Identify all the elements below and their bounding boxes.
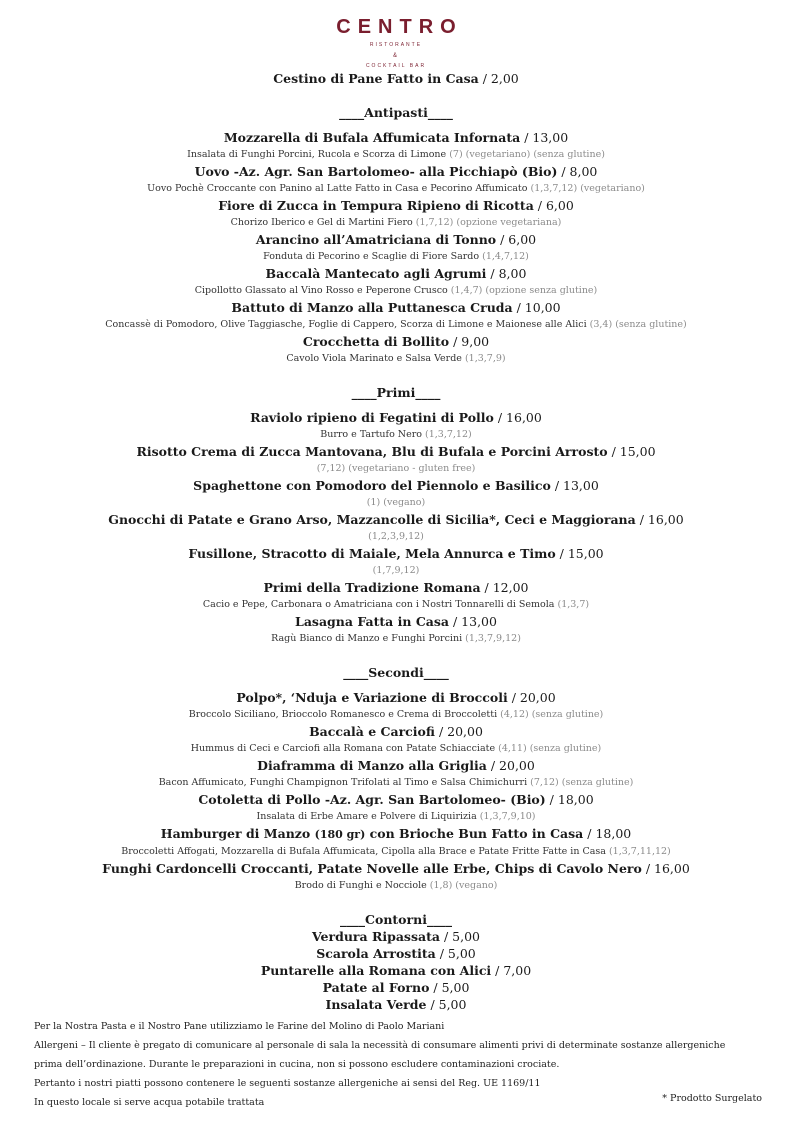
antipasto-4-title <box>0 265 792 282</box>
primo-2-desc <box>0 494 792 511</box>
antipasto-0-title <box>0 129 792 146</box>
dish-name: Hamburger di Manzo <box>160 826 315 841</box>
primo-4-desc <box>0 562 792 579</box>
dish-allergens: (1,3,7,9) <box>464 353 506 364</box>
dish-name: Lasagna Fatta in Casa <box>295 614 449 629</box>
secondo-1-desc <box>0 740 792 757</box>
dish-allergens: (1,3,7) <box>557 599 590 610</box>
dish-name: Polpo*, ‘Nduja e Variazione di Broccoli <box>236 690 508 705</box>
primo-4-title <box>0 545 792 562</box>
dish-price: / 20,00 <box>507 690 556 705</box>
primo-0-title <box>0 409 792 426</box>
dish-description: Brodo di Funghi e Nocciole <box>294 880 430 891</box>
section-title-antipasti: ____Antipasti____ <box>339 105 453 120</box>
logo-brand: CENTRO <box>336 16 463 38</box>
secondo-3-desc <box>0 808 792 825</box>
secondo-4-title <box>0 825 792 843</box>
section-title-contorni: ____Contorni____ <box>340 912 452 927</box>
secondo-2-desc <box>0 774 792 791</box>
dish-allergens: (4,11) (senza glutine) <box>498 743 602 754</box>
dish-allergens: (3,4) (senza glutine) <box>589 319 687 330</box>
dish-price: / 13,00 <box>550 478 599 493</box>
dish-price: / 12,00 <box>480 580 529 595</box>
dish-price: / 16,00 <box>493 410 542 425</box>
note-water: In questo locale si serve acqua potabile trattata <box>34 1097 265 1108</box>
secondo-4-desc <box>0 843 792 860</box>
dish-name: Baccalà Mantecato agli Agrumi <box>265 266 487 281</box>
primo-3-desc <box>0 528 792 545</box>
dish-description: Insalata di Funghi Porcini, Rucola e Scorza di Limone <box>187 149 450 160</box>
primo-5-title <box>0 579 792 596</box>
section-title-primi: ____Primi____ <box>351 385 441 400</box>
footer-notes <box>34 1017 764 1112</box>
antipasto-2-title <box>0 197 792 214</box>
antipasto-3-title <box>0 231 792 248</box>
dish-description: Burro e Tartufo Nero <box>320 429 426 440</box>
dish-name: Uovo -Az. Agr. San Bartolomeo- alla Picchiapò (Bio) <box>194 164 558 179</box>
dish-name: Primi della Tradizione Romana <box>263 580 481 595</box>
contorno-3 <box>0 979 792 996</box>
dish-allergens: (1,4,7,12) <box>482 251 529 262</box>
dish-name: Funghi Cardoncelli Croccanti, Patate Novelle alle Erbe, Chips di Cavolo Nero <box>102 861 642 876</box>
dish-name: Risotto Crema di Zucca Mantovana, Blu di Bufala e Porcini Arrosto <box>136 444 608 459</box>
dish-description: Broccoletti Affogati, Mozzarella di Bufala Affumicata, Cipolla alla Brace e Patate Fritte Fatte in Casa <box>121 846 609 857</box>
dish-allergens: (7,12) (senza glutine) <box>530 777 634 788</box>
dish-allergens: (1) (vegano) <box>366 497 426 508</box>
dish-price: / 5,00 <box>435 946 476 961</box>
dish-price: / 13,00 <box>520 130 569 145</box>
dish-name-suffix: con Brioche Bun Fatto in Casa <box>365 826 584 841</box>
dish-name: Battuto di Manzo alla Puttanesca Cruda <box>231 300 513 315</box>
antipasto-5-desc <box>0 316 792 333</box>
dish-name: Insalata Verde <box>325 997 427 1012</box>
dish-price: / 10,00 <box>512 300 561 315</box>
dish-allergens: (4,12) (senza glutine) <box>500 709 604 720</box>
dish-name: Gnocchi di Patate e Grano Arso, Mazzancolle di Sicilia*, Ceci e Maggiorana <box>108 512 636 527</box>
primo-2-title <box>0 477 792 494</box>
dish-description: Fonduta di Pecorino e Scaglie di Fiore Sardo <box>263 251 483 262</box>
contorno-0 <box>0 928 792 945</box>
antipasto-1-title <box>0 163 792 180</box>
dish-price: / 9,00 <box>449 334 490 349</box>
dish-name: Raviolo ripieno di Fegatini di Pollo <box>250 410 494 425</box>
dish-price: / 7,00 <box>491 963 532 978</box>
antipasto-2-desc <box>0 214 792 231</box>
dish-price: / 13,00 <box>449 614 497 629</box>
dish-name: Crocchetta di Bollito <box>302 334 450 349</box>
dish-description: Insalata di Erbe Amare e Polvere di Liquirizia <box>256 811 480 822</box>
dish-allergens: (1,8) (vegano) <box>429 880 498 891</box>
antipasto-3-desc <box>0 248 792 265</box>
contorno-4 <box>0 996 792 1013</box>
dish-name: Verdura Ripassata <box>312 929 440 944</box>
antipasto-1-desc <box>0 180 792 197</box>
bread-price: / 2,00 <box>478 71 519 86</box>
primo-1-desc <box>0 460 792 477</box>
dish-price: / 16,00 <box>641 861 690 876</box>
dish-description: Broccolo Siciliano, Brioccolo Romanesco e Crema di Broccoletti <box>188 709 501 720</box>
antipasto-5-title <box>0 299 792 316</box>
dish-allergens: (1,3,7,12) <box>425 429 472 440</box>
dish-description: Bacon Affumicato, Funghi Champignon Trifolati al Timo e Salsa Chimichurri <box>158 777 531 788</box>
primo-1-title <box>0 443 792 460</box>
secondo-5-title <box>0 860 792 877</box>
dish-description: Concassè di Pomodoro, Olive Taggiasche, Foglie di Cappero, Scorza di Limone e Maionese alle Alici <box>105 319 590 330</box>
dish-allergens: (1,3,7,11,12) <box>608 846 671 857</box>
dish-price: / 8,00 <box>486 266 527 281</box>
logo-subtitle-ristorante: RISTORANTE <box>369 42 423 48</box>
dish-name: Fiore di Zucca in Tempura Ripieno di Ricotta <box>218 198 534 213</box>
dish-name: Mozzarella di Bufala Affumicata Infornata <box>223 130 521 145</box>
restaurant-logo <box>0 16 792 70</box>
dish-price: / 5,00 <box>439 929 480 944</box>
dish-price: / 8,00 <box>557 164 598 179</box>
bread-name: Cestino di Pane Fatto in Casa <box>273 71 479 86</box>
note-allergens-1: Allergeni – Il cliente è pregato di comunicare al personale di sala la necessità di consumare alimenti privi di determinate sostanze allergeniche <box>34 1040 726 1051</box>
dish-allergens: (7) (vegetariano) (senza glutine) <box>449 149 605 160</box>
antipasto-0-desc <box>0 146 792 163</box>
primo-0-desc <box>0 426 792 443</box>
dish-description: Uovo Pochè Croccante con Panino al Latte Fatto in Casa e Pecorino Affumicato <box>147 183 531 194</box>
dish-name: Baccalà e Carciofi <box>309 724 435 739</box>
contorno-2 <box>0 962 792 979</box>
logo-subtitle-cocktail-bar: COCKTAIL BAR <box>365 63 427 69</box>
note-flour: Per la Nostra Pasta e il Nostro Pane utilizziamo le Farine del Molino di Paolo Mariani <box>34 1021 445 1032</box>
dish-weight: (180 gr) <box>314 828 366 841</box>
dish-price: / 15,00 <box>607 444 656 459</box>
dish-name: Patate al Forno <box>322 980 430 995</box>
dish-price: / 6,00 <box>496 232 537 247</box>
dish-name: Scarola Arrostita <box>316 946 436 961</box>
primo-3-title <box>0 511 792 528</box>
secondo-5-desc <box>0 877 792 894</box>
antipasto-4-desc <box>0 282 792 299</box>
secondo-2-title <box>0 757 792 774</box>
dish-price: / 20,00 <box>434 724 483 739</box>
dish-allergens: (1,4,7) (opzione senza glutine) <box>450 285 598 296</box>
dish-allergens: (7,12) (vegetariano - gluten free) <box>316 463 476 474</box>
dish-allergens: (1,3,7,9,12) <box>465 633 521 644</box>
note-allergens-3: Pertanto i nostri piatti possono contenere le seguenti sostanze allergeniche ai sensi del Reg. UE 1169/11 <box>34 1078 541 1089</box>
dish-allergens: (1,2,3,9,12) <box>368 531 424 542</box>
dish-name: Arancino all’Amatriciana di Tonno <box>255 232 497 247</box>
dish-price: / 15,00 <box>555 546 604 561</box>
secondo-0-desc <box>0 706 792 723</box>
dish-description: Cavolo Viola Marinato e Salsa Verde <box>286 353 465 364</box>
dish-name: Diaframma di Manzo alla Griglia <box>257 758 487 773</box>
logo-ampersand: & <box>392 53 399 59</box>
dish-name: Fusillone, Stracotto di Maiale, Mela Annurca e Timo <box>188 546 556 561</box>
dish-allergens: (1,3,7,12) (vegetariano) <box>530 183 645 194</box>
dish-description: Chorizo Iberico e Gel di Martini Fiero <box>230 217 416 228</box>
antipasto-6-title <box>0 333 792 350</box>
bread-item <box>0 70 792 87</box>
dish-description: Cacio e Pepe, Carbonara o Amatriciana con i Nostri Tonnarelli di Semola <box>202 599 558 610</box>
dish-description: Hummus di Ceci e Carciofi alla Romana con Patate Schiacciate <box>190 743 499 754</box>
dish-price: / 5,00 <box>426 997 467 1012</box>
secondo-3-title <box>0 791 792 808</box>
secondo-1-title <box>0 723 792 740</box>
contorno-1 <box>0 945 792 962</box>
dish-price: / 16,00 <box>635 512 684 527</box>
dish-price: / 20,00 <box>486 758 535 773</box>
dish-allergens: (1,7,9,12) <box>372 565 420 576</box>
dish-name: Puntarelle alla Romana con Alici <box>260 963 492 978</box>
dish-price: / 18,00 <box>545 792 594 807</box>
primo-6-title <box>0 613 792 630</box>
dish-price: / 5,00 <box>429 980 470 995</box>
primo-5-desc <box>0 596 792 613</box>
note-frozen-product: * Prodotto Surgelato <box>662 1093 762 1104</box>
dish-allergens: (1,3,7,9,10) <box>479 811 536 822</box>
dish-description: Ragù Bianco di Manzo e Funghi Porcini <box>271 633 466 644</box>
dish-description: Cipollotto Glassato al Vino Rosso e Peperone Crusco <box>194 285 451 296</box>
dish-allergens: (1,7,12) (opzione vegetariana) <box>415 217 562 228</box>
antipasto-6-desc <box>0 350 792 367</box>
primo-6-desc <box>0 630 792 647</box>
section-title-secondi: ____Secondi____ <box>343 665 449 680</box>
dish-price: / 18,00 <box>583 826 632 841</box>
dish-price: / 6,00 <box>533 198 574 213</box>
dish-name: Cotoletta di Pollo -Az. Agr. San Bartolomeo- (Bio) <box>198 792 546 807</box>
dish-name: Spaghettone con Pomodoro del Piennolo e Basilico <box>193 478 551 493</box>
menu-body <box>0 70 792 1013</box>
note-allergens-2: prima dell’ordinazione. Durante le preparazioni in cucina, non si possono escludere contaminazioni crociate. <box>34 1059 560 1070</box>
secondo-0-title <box>0 689 792 706</box>
